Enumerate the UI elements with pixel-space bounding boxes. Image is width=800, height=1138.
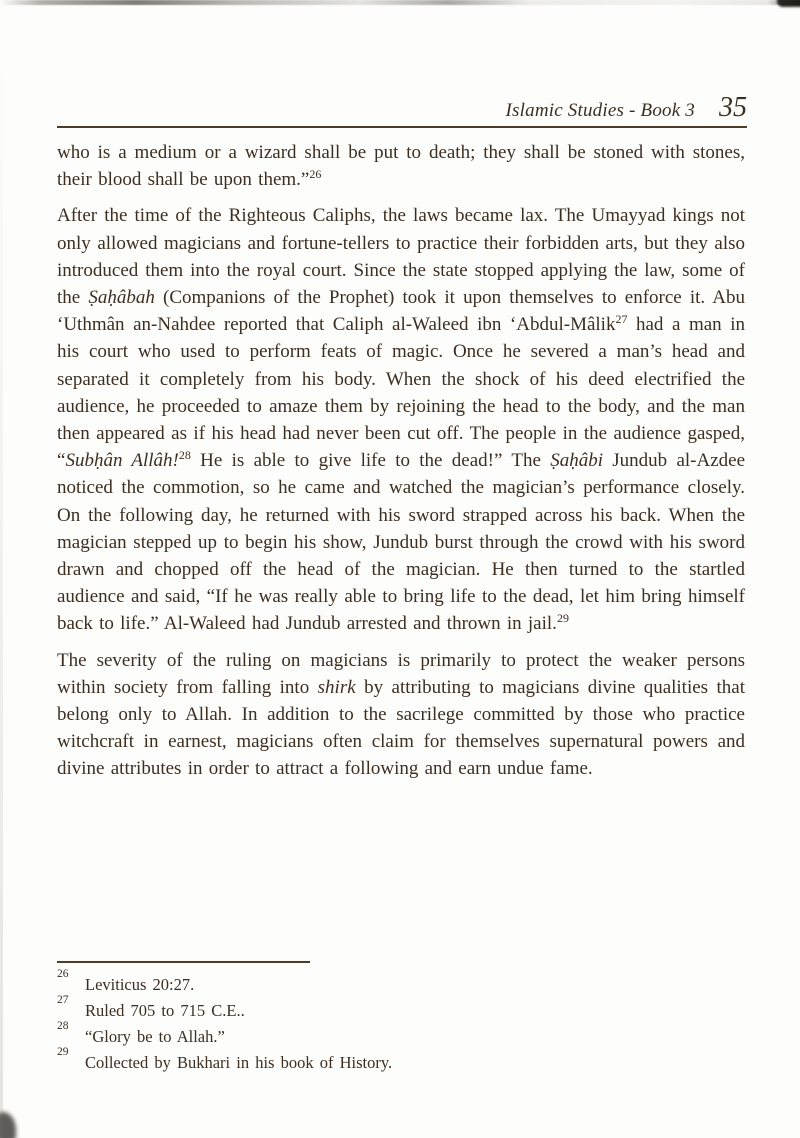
paragraph [57,139,745,193]
scan-edge-left [0,60,3,1138]
footnote [57,1046,745,1076]
footnote [57,1020,745,1050]
footnote-number: 26 [57,968,69,980]
italic-text-run: Ṣaḥâbi [550,450,603,472]
paragraph [57,647,745,783]
text-run: After the time of the Righteous Caliphs, the laws became lax. The Umayyad kings not only allowed magicians and fortune-tellers to practice their forbidden arts, but they also introduced them into the royal court. Since the state stopped applying the law, some of the [57,205,745,309]
footnotes-section [57,961,745,1076]
footnote-number: 27 [57,994,69,1006]
footnote-number: 28 [57,1020,69,1032]
text-run: He is able to give life to the dead!” The [190,450,551,472]
scan-edge-top [0,0,800,5]
footnote-text: “Glory be to Allah.” [85,1027,225,1046]
footnote [57,994,745,1024]
page-header [57,92,747,124]
book-title: Islamic Studies - Book 3 [505,100,695,121]
text-run: who is a medium or a wizard shall be put to death; they shall be stoned with stones, their blood shall be upon them.” [57,142,745,191]
text-run: by attributing to magicians divine qualities that belong only to Allah. In addition to the sacrilege committed by those who practice witchcraft in earnest, magicians often claim for themselves supernatural powers and divine attributes in order to attract a following and earn undue fame. [57,676,745,780]
footnote-text: Ruled 705 to 715 C.E.. [85,1001,245,1020]
page-number: 35 [719,92,747,123]
footnote-number: 29 [57,1046,69,1058]
text-run: had a man in his court who used to perform feats of magic. Once he severed a man’s head and separated it completely from his body. When the shock of his deed electrified the audience, he proceeded to amaze them by rejoining the head to the body, and the man then appeared as if his head had never been cut off. The people in the audience gasped, “ [57,314,745,472]
scan-corner-top-right [777,0,800,7]
italic-text-run: shirk [317,676,356,698]
header-rule [57,126,747,128]
text-run: Jundub al-Azdee noticed the commotion, so he came and watched the magician’s performance closely. On the following day, he returned with his sword strapped across his back. When the magician stepped up to begin his show, Jundub burst through the crowd with his sword drawn and chopped off the head of the magician. He then turned to the startled audience and said, “If he was really able to bring life to the dead, let him bring himself back to life.” Al-Waleed had Jundub arrested and thrown in jail. [57,450,746,635]
text-run: (Companions of the Prophet) took it upon themselves to enforce it. Abu ‘Uthmân an-Nahdee reported that Caliph al-Waleed ibn ‘Abdul-Mâlik [57,287,745,336]
footnote-reference: 27 [615,312,628,327]
footnote-rule [57,961,310,963]
footnote-text: Collected by Bukhari in his book of History. [85,1053,393,1072]
italic-text-run: Ṣaḥâbah [88,287,155,309]
paragraph [57,202,745,637]
footnote-list [57,968,745,1076]
footnote-reference: 26 [309,167,322,182]
footnote-text: Leviticus 20:27. [85,975,195,994]
text-run: The severity of the ruling on magicians is primarily to protect the weaker persons within society from falling into [57,649,745,698]
paragraphs [57,139,745,792]
footnote-reference: 28 [178,448,191,463]
footnote-reference: 29 [556,611,569,626]
footnote [57,968,745,998]
italic-text-run: Subḥân Allâh! [65,450,179,472]
